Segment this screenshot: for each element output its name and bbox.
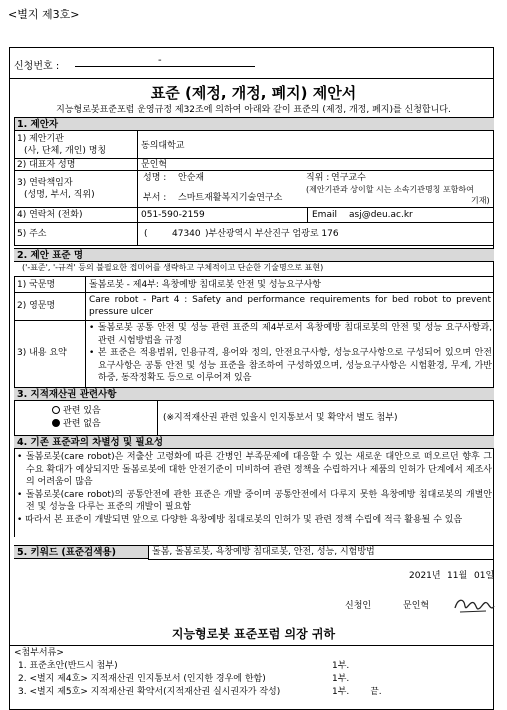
application-no-label: 신청번호 : xyxy=(14,61,60,72)
dept-label: 부서 : xyxy=(143,193,167,203)
section-2-heading: 2. 제안 표준 명 xyxy=(14,248,494,262)
application-no-value: - xyxy=(158,55,162,66)
eng-name-value[interactable]: Care robot - Part 4 : Safety and performance requirements for bed robot to prevent pressure ulcer xyxy=(89,295,491,317)
grid-line xyxy=(14,245,494,246)
date-day: 01일 xyxy=(474,571,495,581)
date-month: 11월 xyxy=(447,571,468,581)
grid-line xyxy=(148,559,494,560)
summary-label: 3) 내용 요약 xyxy=(17,348,67,358)
position-label: 직위 : xyxy=(306,173,330,183)
ip-note: (※지적재산권 관련 있을시 인지통보서 및 확약서 별도 첨부) xyxy=(163,413,398,423)
necessity-list xyxy=(17,451,492,526)
section-5-heading: 5. 키워드 (표준검색용) xyxy=(14,545,148,559)
rep-label: 2) 대표자 성명 xyxy=(17,160,76,170)
address-value[interactable]: )부산광역시 부산진구 엄광로 176 xyxy=(205,229,339,239)
attachment-item: 2. <별지 제4호> 지적재산권 인지통보서 (인지한 경우에 한함) xyxy=(18,674,266,684)
attachment-item: 3. <별지 제5호> 지적재산권 확약서(지적재산권 실시권자가 작성) xyxy=(18,687,281,697)
attachments-heading: <첨부서류> xyxy=(14,648,64,658)
email-label: Email xyxy=(312,210,337,220)
phone-label: 4) 연락처 (전화) xyxy=(17,210,83,220)
grid-line xyxy=(14,117,15,245)
page-title: 표준 (제정, 개정, 폐지) 제안서 xyxy=(150,84,357,102)
position-value[interactable]: 연구교수 xyxy=(331,173,366,183)
attachments-end: 끝. xyxy=(370,687,382,697)
address-label: 5) 주소 xyxy=(17,229,47,239)
grid-line xyxy=(14,449,15,537)
attachment-label: <별지 제3호> xyxy=(8,8,80,21)
grid-line xyxy=(148,545,149,559)
attachment-qty: 1부. xyxy=(332,687,350,697)
phone-value[interactable]: 051-590-2159 xyxy=(141,210,205,220)
applicant-label: 신청인 xyxy=(345,601,372,611)
attachment-item: 1. 표준초안(반드시 첨부) xyxy=(18,661,118,671)
radio-filled-icon[interactable] xyxy=(52,419,60,427)
grid-line xyxy=(14,320,494,321)
grid-line xyxy=(14,207,494,208)
attachment-qty: 1부. xyxy=(332,674,350,684)
divider xyxy=(9,78,494,79)
ip-option-no[interactable]: 관련 없음 xyxy=(52,419,101,430)
list-item: • 돌봄로봇 공통 안전 및 성능 관련 표준의 제4부로서 욕창예방 침대로봇의 안전 및 성능 요구사항과, 관련 시험방법을 규정 xyxy=(89,323,492,346)
applicant-name: 문인혁 xyxy=(403,601,430,611)
intro-text: 지능형로봇표준포럼 운영규정 제32조에 의하여 아래와 같이 표준의 (제정, 개정, 폐지)를 신청합니다. xyxy=(56,105,451,115)
grid-line xyxy=(14,401,15,435)
email-value[interactable]: asj@deu.ac.kr xyxy=(349,210,413,220)
date-year: 2021년 xyxy=(409,571,441,581)
eng-name-label: 2) 영문명 xyxy=(17,301,56,311)
address-zip[interactable]: 47340 xyxy=(172,229,201,239)
kor-name-value[interactable]: 돌봄로봇 - 제4부: 욕창예방 침대로봇 안전 및 성능요구사항 xyxy=(89,280,321,290)
org-value[interactable]: 동의대학교 xyxy=(141,141,185,151)
section-4-heading: 4. 기존 표준과의 차별성 및 필요성 xyxy=(14,435,494,449)
contact-label: 3) 연락책임자 xyxy=(17,178,73,188)
list-item: • 따라서 본 표준이 개발되면 앞으로 다양한 욕창예방 침대로봇의 인허가 및 관련 정책 수립에 적극 활용될 수 있음 xyxy=(17,514,463,525)
signature-mark xyxy=(452,594,496,616)
section-2-note: ('-표준', '-규격' 등의 불필요한 접미어를 생략하고 구체적이고 단순한 기술명으로 표현) xyxy=(22,263,324,272)
dept-value[interactable]: 스마트재활복지기술연구소 xyxy=(178,193,283,203)
org-label-sub: (사, 단체, 개인) 명칭 xyxy=(24,146,107,156)
list-item: • 돌봄로봇(care robot)의 공통안전에 관한 표준은 개발 중이며 공통안전에서 다루지 못한 욕창예방 침대로봇의 개별안전 및 성능을 다루는 표준의 개발이 필요함 xyxy=(17,489,492,512)
ip-option-yes[interactable]: 관련 있음 xyxy=(52,406,101,417)
section-1-heading: 1. 제안자 xyxy=(14,117,494,131)
org-label: 1) 제안기관 xyxy=(17,134,64,144)
attachment-qty: 1부. xyxy=(332,661,350,671)
grid-line xyxy=(14,292,494,293)
list-item: • 돌봄로봇(care robot)은 저출산 고령화에 따른 간병인 부족문제에 대응할 수 있는 새로운 대안으로 떠오르던 향후 그 수요 확대가 예상되지만 돌봄로봇에 대한 안전기준이 미비하여 관련 정책을 수립하거나 제품의 인허가 단계에서 제조사의 어려움이 많음 xyxy=(17,452,492,487)
rep-value[interactable]: 문인혁 xyxy=(141,160,168,170)
dept-note-end: 기재) xyxy=(471,196,490,205)
contact-label-sub: (성명, 부서, 직위) xyxy=(24,190,95,200)
name-label: 성명 : xyxy=(143,173,167,183)
grid-line xyxy=(307,207,308,222)
keywords-value[interactable]: 돌봄, 돌봄로봇, 욕창예방 침대로봇, 안전, 성능, 시험방법 xyxy=(152,547,375,557)
council-addressee: 지능형로봇 표준포럼 의장 귀하 xyxy=(171,627,336,641)
list-item: • 본 표준은 적용범위, 인용규격, 용어와 정의, 안전요구사항, 성능요구사항으로 구성되어 있으며 안전요구사항은 공통 안전 및 성능 표준을 참조하여 구성하였으며, 성능요구사항은 시험환경, 무게, 가반하중, 동작정확도 등으로 이루어져 있음 xyxy=(89,348,492,383)
application-no-field[interactable] xyxy=(75,66,255,67)
grid-line xyxy=(137,131,138,245)
radio-empty-icon[interactable] xyxy=(52,406,60,414)
grid-line xyxy=(148,545,494,546)
grid-line xyxy=(14,222,494,223)
grid-line xyxy=(157,401,158,435)
kor-name-label: 1) 국문명 xyxy=(17,280,56,290)
grid-line xyxy=(9,645,494,646)
section-3-heading: 3. 지적재산권 관련사항 xyxy=(14,387,494,401)
grid-line xyxy=(14,170,494,171)
dept-note: (제안기관과 상이할 시는 소속기관명칭 포함하여 xyxy=(306,185,474,194)
address-open-paren: ( xyxy=(144,229,148,239)
name-value[interactable]: 안순재 xyxy=(178,173,205,183)
summary-list xyxy=(89,322,492,385)
grid-line xyxy=(14,158,494,159)
grid-line xyxy=(14,276,494,277)
